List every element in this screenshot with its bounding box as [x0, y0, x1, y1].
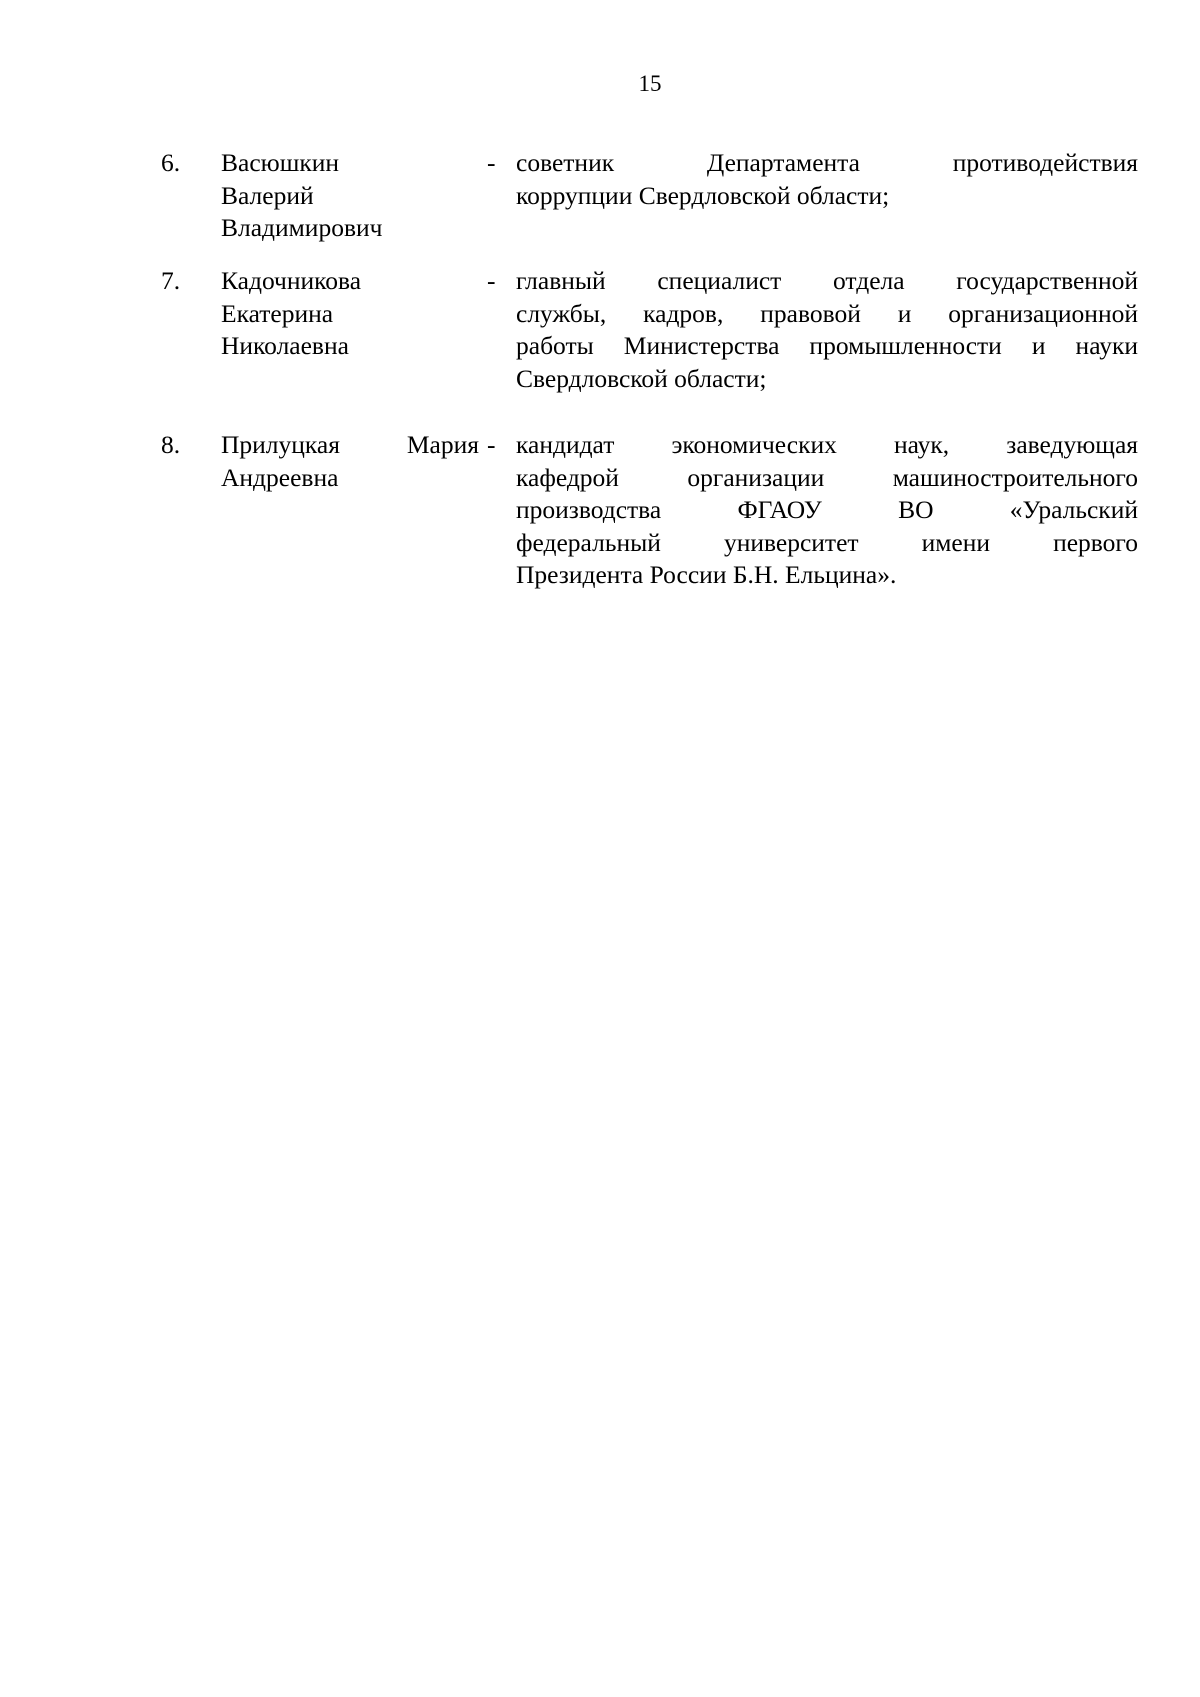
member-description-line: кандидат экономических наук, заведующая [516, 430, 1138, 459]
member-number: 7. [161, 266, 181, 295]
member-name-line: Андреевна [221, 462, 339, 492]
member-name [221, 265, 479, 363]
member-description-line: кафедрой организации машиностроительного [516, 462, 1138, 492]
member-description-line: главный специалист отдела государственной [516, 266, 1138, 295]
member-name [221, 147, 479, 245]
member-description-line: службы, кадров, правовой и организационной [516, 298, 1138, 328]
member-description [516, 265, 1138, 395]
member-number: 6. [161, 148, 181, 177]
member-description [516, 429, 1138, 592]
member-description-line: федеральный университет имени первого [516, 527, 1138, 557]
member-description-line: работы Министерства промышленности и науки [516, 331, 1138, 360]
member-dash: - [487, 430, 496, 459]
member-name-line: Васюшкин [221, 148, 340, 177]
page-number: 15 [638, 71, 662, 96]
member-description [516, 147, 1138, 212]
member-name-line: Владимирович [221, 213, 383, 242]
member-description-line: производства ФГАОУ ВО «Уральский [516, 495, 1138, 524]
member-dash: - [487, 148, 496, 177]
member-name-line: Прилуцкая Мария [221, 430, 479, 459]
member-name-line: Кадочникова [221, 266, 362, 295]
member-name-line: Валерий [221, 180, 314, 210]
member-description-line: советник Департамента противодействия [516, 148, 1138, 177]
member-description-line: Свердловской области; [516, 363, 767, 393]
member-name-line: Екатерина [221, 298, 334, 328]
member-description-line: Президента России Б.Н. Ельцина». [516, 560, 897, 589]
member-description-line: коррупции Свердловской области; [516, 180, 890, 210]
member-dash: - [487, 266, 496, 295]
member-number: 8. [161, 430, 181, 459]
member-name-line: Николаевна [221, 331, 349, 360]
member-name [221, 429, 479, 494]
